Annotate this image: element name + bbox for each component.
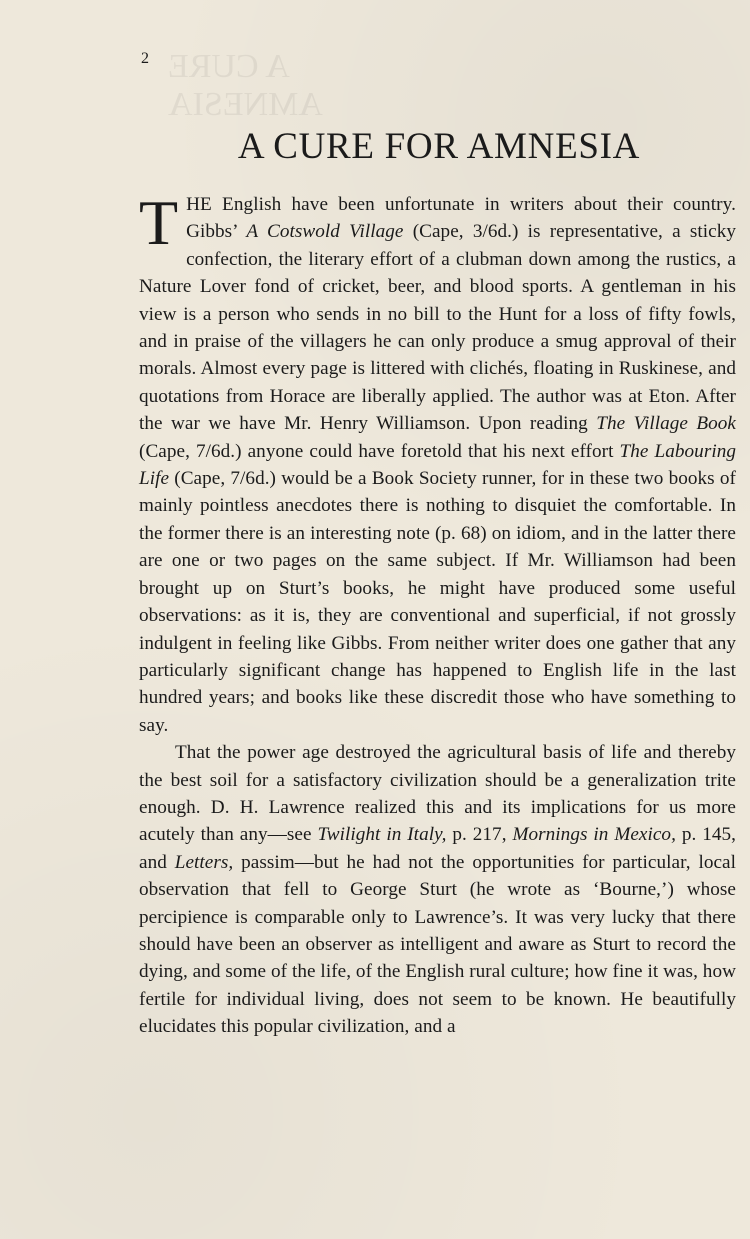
paragraph-2-segment-1: That the power age destroyed the agricultural basis of life and thereby the best soil for a satisfactory civilization should be a generalization trite enough. D. H. Lawrence realized this and its implications for us more acutely than any—see [139, 742, 736, 846]
show-through-text: A CURE AMNESIA [168, 48, 323, 123]
paragraph-2-segment-7: passim—but he had not the opportunities for particular, local observation that fell to George Sturt (he wrote as ‘Bourne,’) whose percipience is comparable only to Lawrence’s. It was very lucky that there should have been an observer as intelligent and aware as Sturt to record the dying, and some of the life, of the English rural culture; how fine it was, how fertile for individual living, does not seem to be known. He beautifully elucidates this popular civilization, and a [139, 851, 736, 1038]
paragraph-1-segment-3: (Cape, 3/6d.) is representative, a sticky confection, the literary effort of a clubman down among the rustics, a Nature Lover fond of cricket, beer, and blood sports. A gentleman in his view is a person who sends in no bill to the Hunt for a loss of fifty fowls, and in praise of the villagers he can only produce a smug approval of their morals. Almost every page is littered with clichés, floating in Ruskinese, and quotations from Horace are liberally applied. The author was at Eton. After the war we have Mr. Henry Williamson. Upon reading [139, 221, 736, 435]
paragraph-1-segment-1: HE English have been unfortunate in writers about their country. Gibbs’ [186, 194, 736, 243]
book-title-mornings-in-mexico: Mornings in Mexico, [512, 824, 676, 846]
book-title-twilight-in-italy: Twilight in Italy, [317, 824, 447, 846]
page-title: A CURE FOR AMNESIA [237, 125, 641, 167]
book-title-village-book: The Village Book [596, 413, 736, 435]
paragraph-2-segment-5: p. 145, and [139, 824, 737, 873]
book-title-letters: Letters, [174, 851, 234, 873]
paragraph-1-segment-5: (Cape, 7/6d.) anyone could have foretold that his next effort [139, 440, 620, 462]
book-title-cotswold-village: A Cotswold Village [246, 221, 404, 243]
paragraph-2-segment-3: p. 217, [446, 824, 513, 846]
paragraph-2 [139, 739, 736, 1040]
drop-cap: T [139, 187, 179, 258]
article-body [139, 187, 737, 1041]
page-number: 2 [141, 50, 150, 67]
book-title-labouring-life: The Labouring Life [139, 440, 736, 490]
paragraph-1 [139, 187, 736, 739]
paragraph-1-segment-7: (Cape, 7/6d.) would be a Book Society runner, for in these two books of mainly pointless anecdotes there is nothing to disquiet the comfortable. In the former there is an interesting note (p. 68) on idiom, and in the latter there are one or two pages on the same subject. If Mr. Williamson had been brought up on Sturt’s books, he might have produced some useful observations: as it is, they are conventional and superficial, if not grossly indulgent in feeling like Gibbs. From neither writer does one gather that any particularly significant change has happened to English life in the last hundred years; and books like these discredit those who have something to say. [139, 468, 736, 736]
